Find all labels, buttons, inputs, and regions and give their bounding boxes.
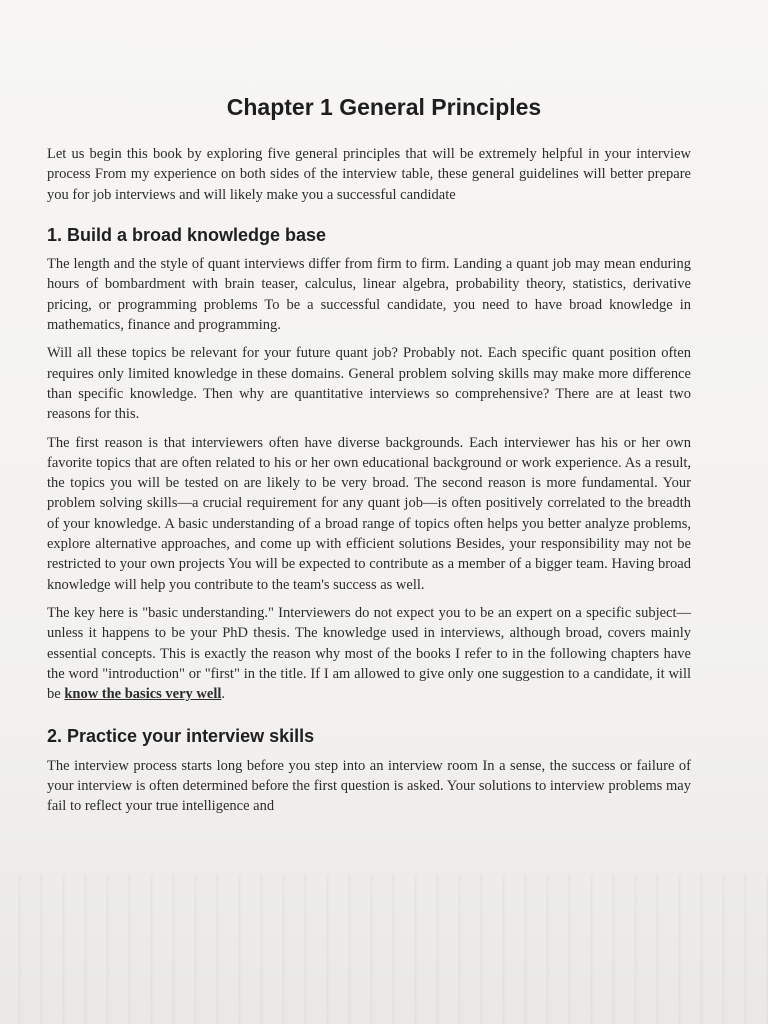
key-advice-emphasis: know the basics very well <box>64 686 222 703</box>
section1-paragraph-3: The first reason is that interviewers often have diverse backgrounds. Each interviewer has his or her own favorite topics that are often related to his or her own educational background or work experience. As a result, the topics you will be tested on are likely to be very broad. The second reason is more fundamental. Your problem solving skills—a crucial requirement for any quant job—is often positively correlated to the breadth of your knowledge. A basic understanding of a broad range of topics often helps you better analyze problems, explore alternative approaches, and come up with efficient solutions Besides, your responsibility may not be restricted to your own projects You will be expected to contribute as a member of a bigger team. Having broad knowledge will help you contribute to the team's success as well. <box>47 434 691 593</box>
section1-paragraph-1: The length and the style of quant interviews differ from firm to firm. Landing a quant job may mean enduring hours of bombardment with brain teaser, calculus, linear algebra, probability theory, statistics, derivative pricing, or programming problems To be a successful candidate, you need to have broad knowledge in mathematics, finance and programming. <box>47 256 691 334</box>
section1-paragraph-4-text: The key here is "basic understanding." Interviewers do not expect you to be an expert on a specific subject—unless it happens to be your PhD thesis. The knowledge used in interviews, although broad, covers mainly essential concepts. This is exactly the reason why most of the books I refer to in the following chapters have the word "introduction" or "first" in the title. If I am allowed to give only one suggestion to a candidate, it will be <box>47 604 691 703</box>
section-heading-practice-skills: 2. Practice your interview skills <box>47 726 315 747</box>
intro-paragraph: Let us begin this book by exploring five general principles that will be extremely helpful in your interview process From my experience on both sides of the interview table, these general guidelines will better prepare you for job interviews and will likely make you a successful candidate <box>47 146 691 203</box>
page-body <box>47 144 691 825</box>
section2-paragraph-1: The interview process starts long before you step into an interview room In a sense, the success or failure of your interview is often determined before the first question is asked. Your solutions to interview problems may fail to reflect your true intelligence and <box>47 757 691 815</box>
section1-paragraph-4 <box>47 603 691 704</box>
section-heading-build-knowledge: 1. Build a broad knowledge base <box>47 224 327 245</box>
chapter-title: Chapter 1 General Principles <box>226 94 542 120</box>
scan-shadow <box>0 874 768 1024</box>
section1-paragraph-4-end: . <box>221 686 226 703</box>
section1-paragraph-2: Will all these topics be relevant for your future quant job? Probably not. Each specific quant position often requires only limited knowledge in these domains. General problem solving skills may make more difference than specific knowledge. Then why are quantitative interviews so comprehensive? There are at least two reasons for this. <box>47 345 691 423</box>
